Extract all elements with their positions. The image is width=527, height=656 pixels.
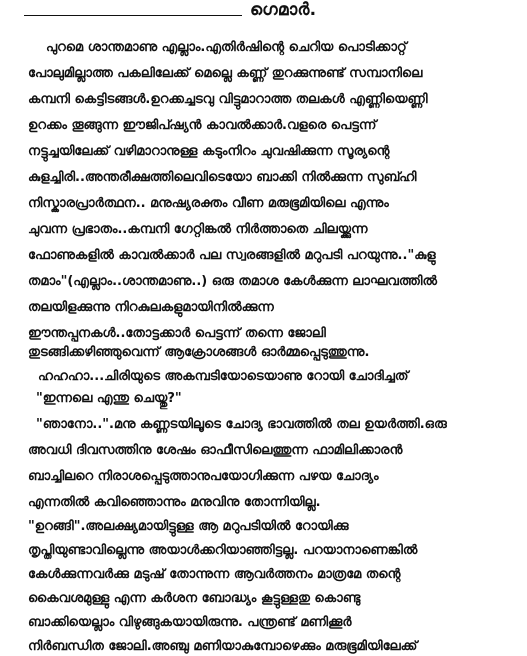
text-line: നട്ടുച്ചയിലേക്ക് വഴിമാറാനുള്ള കടുംനിറം ചുവഷിക്കുന്ന സൂര്യന്റെ (28, 144, 390, 159)
text-line: പോലുമില്ലാത്ത പകലിലേക്ക് മെല്ലെ കണ്ണ് തുറക്കുന്നുണ്ട് സമ്പാനിലെ (28, 66, 423, 81)
text-line: നിസ്കാരപ്രാർത്ഥന.. മനുഷ്യരക്തം വീണ മരുഭൂമിയിലെ എന്നും (28, 196, 389, 211)
text-line: തൃപ്തിയുണ്ടാവില്ലെന്നു അയാൾക്കറിയാഞ്ഞിട്ടല്ല. പറയാനാണെങ്കിൽ (28, 543, 418, 558)
text-line: കൈവശമുള്ളു എന്ന കർശന ബോദ്ധ്യം കൂട്ടുള്ളതു കൊണ്ടു (28, 591, 361, 606)
title-rule (24, 15, 242, 16)
text-line: ഹഹഹാ...ചിരിയുടെ അകമ്പടിയോടെയാണു റോയി ചോദിച്ചത് (38, 369, 409, 384)
text-line: കുളച്ചിരി..അന്തരീക്ഷത്തിലെവിടെയോ ബാക്കി നിൽക്കുന്ന സുബ്ഹി (28, 170, 417, 185)
text-line: കേൾക്കുന്നവർക്കു മടുഷ് തോന്നുന്ന ആവർത്തനം മാത്രമേ തന്റെ (28, 567, 401, 582)
text-line: ഈന്തപ്പനകൾ..തോട്ടക്കാർ പെട്ടന്ന് തന്നെ ജോലി (28, 326, 326, 341)
text-line: പുറമെ ശാന്തമാണു എല്ലാം.എതിർഷിന്റെ ചെറിയ പൊടിക്കാറ്റ് (46, 40, 407, 55)
text-line: തലയിളക്കുന്നു നിറകുലകളുമായിനിൽക്കുന്ന (28, 300, 274, 315)
text-line: കമ്പനി കെട്ടിടങ്ങൾ.ഉറക്കച്ചടവു വിട്ടുമാറാത്ത തലകൾ എണ്ണിയെണ്ണി (28, 92, 428, 107)
text-line: എന്നതിൽ കവിഞ്ഞൊന്നും മനുവിനു തോന്നിയില്ല. (28, 495, 321, 510)
text-line: "ഉറങ്ങി".അലക്ഷ്യമായിട്ടുള്ള ആ മറുപടിയിൽ റോയിക്കു (28, 519, 349, 534)
text-line: ഉറക്കം തൂങ്ങുന്ന ഈജിപ്ഷ്യൻ കാവൽക്കാർ.വളരെ പെട്ടന്ന് (28, 118, 377, 133)
text-line: ബാച്ചിലറെ നിരാശപ്പെടുത്താനുപയോഗിക്കുന്ന പഴയ ചോദ്യം (28, 469, 379, 484)
text-line: നിർബന്ധിത ജോലി.അഞ്ചു മണിയാകുമ്പോഴെക്കും മരുഭൂമിയിലേക്ക് (28, 639, 418, 654)
text-line: തമാം"(എല്ലാം..ശാന്തമാണു..) ഒരു തമാശ കേൾക്കുന്ന ലാഘവത്തിൽ (28, 274, 437, 289)
text-line: ചുവന്ന പ്രഭാതം..കമ്പനി ഗേറ്റിങ്കൽ നിർത്താതെ ചിലയ്ക്കുന്ന (28, 222, 368, 237)
text-line: ഫോണുകളിൽ കാവൽക്കാർ പല സ്വരങ്ങളിൽ മറുപടി പറയുന്നു.."കുളു (28, 248, 436, 263)
page-title: ഗെമാർ. (250, 0, 317, 20)
text-line: "ഇന്നലെ എന്തു ചെയ്തു?" (36, 391, 182, 406)
text-line: തുടങ്ങിക്കഴിഞ്ഞുവെന്ന് ആക്രോശങ്ങൾ ഓർമ്മപ്പെടുത്തുന്നു. (28, 345, 370, 360)
text-line: "ഞാനോ..".മനു കണ്ണടയിലൂടെ ചോദ്യ ഭാവത്തിൽ തല ഉയർത്തി.ഒരു (36, 417, 447, 432)
text-line: അവധി ദിവസത്തിനു ശേഷം ഓഫീസിലെത്തുന്ന ഫാമിലിക്കാരൻ (28, 443, 403, 458)
text-line: ബാക്കിയെല്ലാം വിഴുങ്ങുകയായിരുന്നു. പന്ത്രണ്ട് മണിക്കൂർ (28, 615, 352, 630)
